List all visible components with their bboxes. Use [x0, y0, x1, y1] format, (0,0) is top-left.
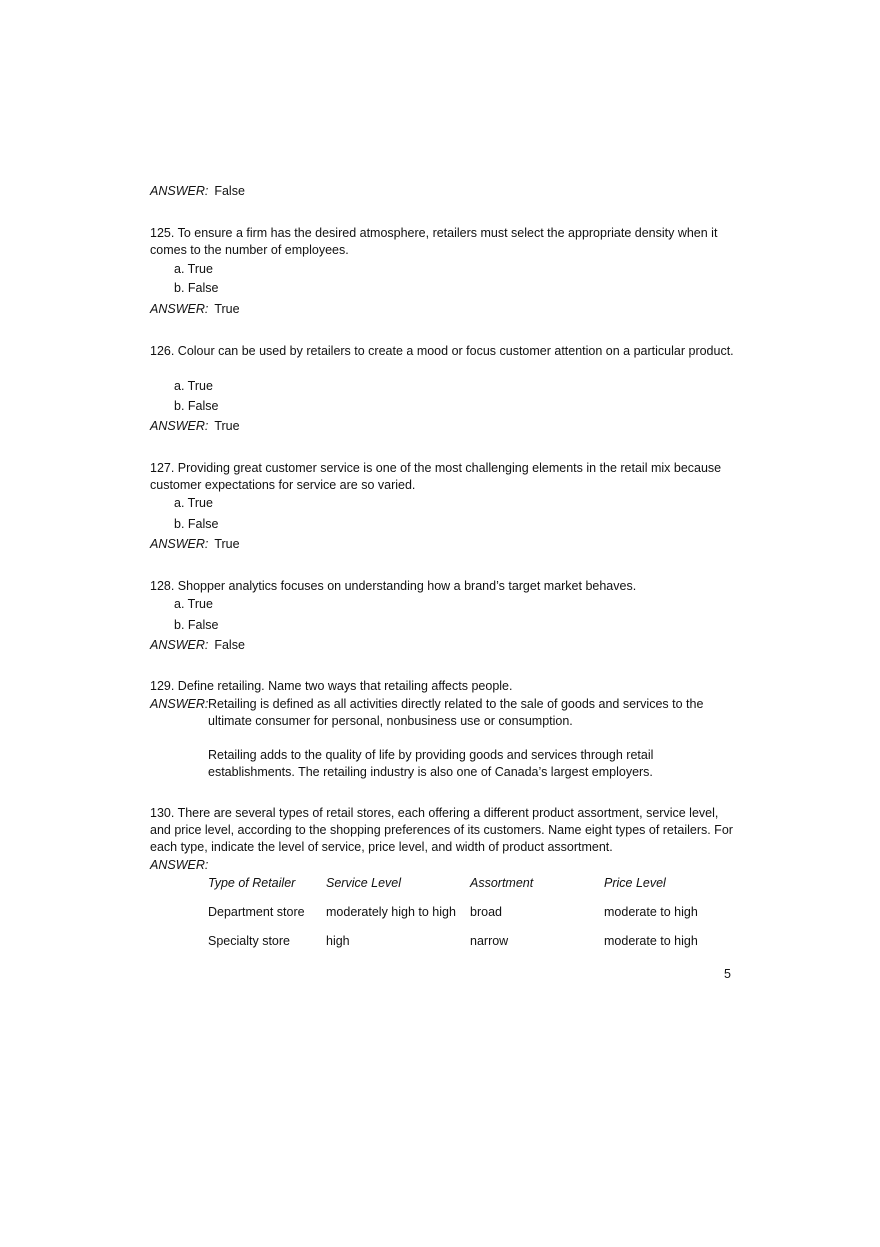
question-126: 126. Colour can be used by retailers to create a mood or focus customer attention on a particular product. — [150, 344, 734, 358]
answer-line — [150, 637, 245, 654]
table-cell: moderately high to high — [326, 905, 456, 919]
answer-label: ANSWER: — [150, 638, 209, 652]
table-row — [208, 933, 734, 962]
option-a: a. True — [174, 597, 213, 611]
question-130: 130. There are several types of retail stores, each offering a different product assortment, service level, and price level, according to the shopping preferences of its customers. Name eight types of retailers. For each type, indicate the level of service, price level, and width of product assortment. — [150, 806, 733, 854]
answer-label-130 — [150, 857, 208, 874]
table-cell: moderate to high — [604, 905, 698, 919]
table-cell: high — [326, 934, 350, 948]
table-row — [208, 904, 734, 933]
column-header: Assortment — [470, 876, 534, 890]
page-number: 5 — [724, 967, 731, 981]
answer-label: ANSWER: — [150, 537, 209, 551]
table-cell: moderate to high — [604, 934, 698, 948]
table-cell: Department store — [208, 905, 305, 919]
answer-line — [150, 536, 240, 553]
answer-label-129 — [150, 696, 208, 713]
answer-value: True — [214, 537, 240, 551]
answer-129-paragraph-1: Retailing is defined as all activities directly related to the sale of goods and services to the ultimate consumer for personal, nonbusiness use or consumption. — [208, 697, 704, 728]
question-128: 128. Shopper analytics focuses on understanding how a brand’s target market behaves. — [150, 579, 637, 593]
answer-value: True — [214, 419, 240, 433]
column-header: Price Level — [604, 876, 666, 890]
option-a: a. True — [174, 379, 213, 393]
question-125: 125. To ensure a firm has the desired atmosphere, retailers must select the appropriate density when it comes to the number of employees. — [150, 226, 718, 257]
answer-129-paragraph-2: Retailing adds to the quality of life by providing goods and services through retail establishments. The retailing industry is also one of Canada’s largest employers. — [208, 748, 654, 779]
table-header-row — [208, 875, 734, 904]
option-a: a. True — [174, 496, 213, 510]
table-cell: broad — [470, 905, 502, 919]
table-cell: narrow — [470, 934, 509, 948]
answer-label: ANSWER: — [150, 858, 209, 872]
answer-value: False — [214, 638, 245, 652]
answer-value: False — [214, 184, 245, 198]
table-cell: Specialty store — [208, 934, 290, 948]
answer-label: ANSWER: — [150, 302, 209, 316]
option-a: a. True — [174, 262, 213, 276]
option-b: b. False — [174, 399, 219, 413]
question-129: 129. Define retailing. Name two ways that retailing affects people. — [150, 679, 513, 693]
option-b: b. False — [174, 618, 219, 632]
option-b: b. False — [174, 281, 219, 295]
answer-label: ANSWER: — [150, 697, 209, 711]
option-b: b. False — [174, 517, 219, 531]
answer-value: True — [214, 302, 240, 316]
answer-line — [150, 183, 245, 200]
column-header: Service Level — [326, 876, 402, 890]
answer-label: ANSWER: — [150, 184, 209, 198]
answer-label: ANSWER: — [150, 419, 209, 433]
question-127: 127. Providing great customer service is one of the most challenging elements in the retail mix because customer expectations for service are so varied. — [150, 461, 722, 492]
retailer-table — [208, 875, 734, 962]
column-header: Type of Retailer — [208, 876, 296, 890]
answer-line — [150, 418, 240, 435]
answer-line — [150, 301, 240, 318]
